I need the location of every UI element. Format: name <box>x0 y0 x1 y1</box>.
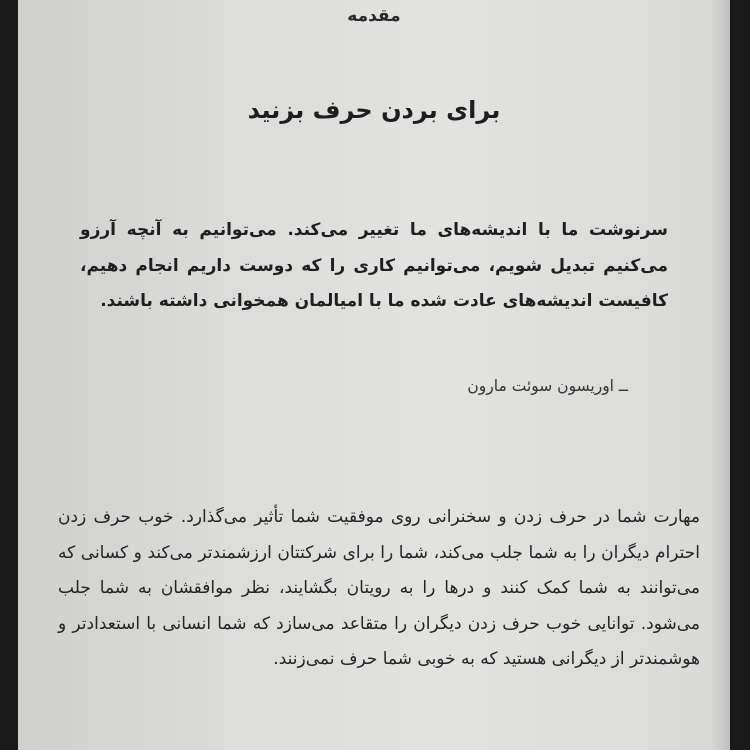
book-page <box>18 0 730 750</box>
quote-text: سرنوشت ما با اندیشه‌های ما تغییر می‌کند. می‌توانیم به آنچه آرزو می‌کنیم تبدیل شویم، می‌توانیم کاری را که دوست داریم انجام دهیم، کافیست اندیشه‌های عادت شده ما با امیالمان همخوانی داشته باشند. <box>80 220 668 311</box>
page-edge-shadow <box>710 0 730 750</box>
body-paragraph: مهارت شما در حرف زدن و سخنرانی روی موفقیت شما تأثیر می‌گذارد. خوب حرف زدن احترام دیگران را به شما جلب می‌کند، شما را برای شرکتتان ارزشمندتر می‌کند و کسانی که می‌توانند به شما کمک کنند و درها را به رویتان بگشایند، نظر موافقشان به شما جلب می‌شود. توانایی خوب حرف زدن دیگران را متقاعد می‌سازد که شما انسانی با استعدادتر و هوشمندتر از دیگرانی هستید که به خوبی شما حرف نمی‌زنند. <box>58 507 700 669</box>
chapter-label: مقدمه <box>347 6 401 26</box>
page-title: برای بردن حرف بزنید <box>247 96 501 124</box>
epigraph-quote <box>80 213 668 320</box>
quote-author: ــ اوریسون سوئت مارون <box>467 377 628 395</box>
body-paragraph-block <box>58 500 700 678</box>
